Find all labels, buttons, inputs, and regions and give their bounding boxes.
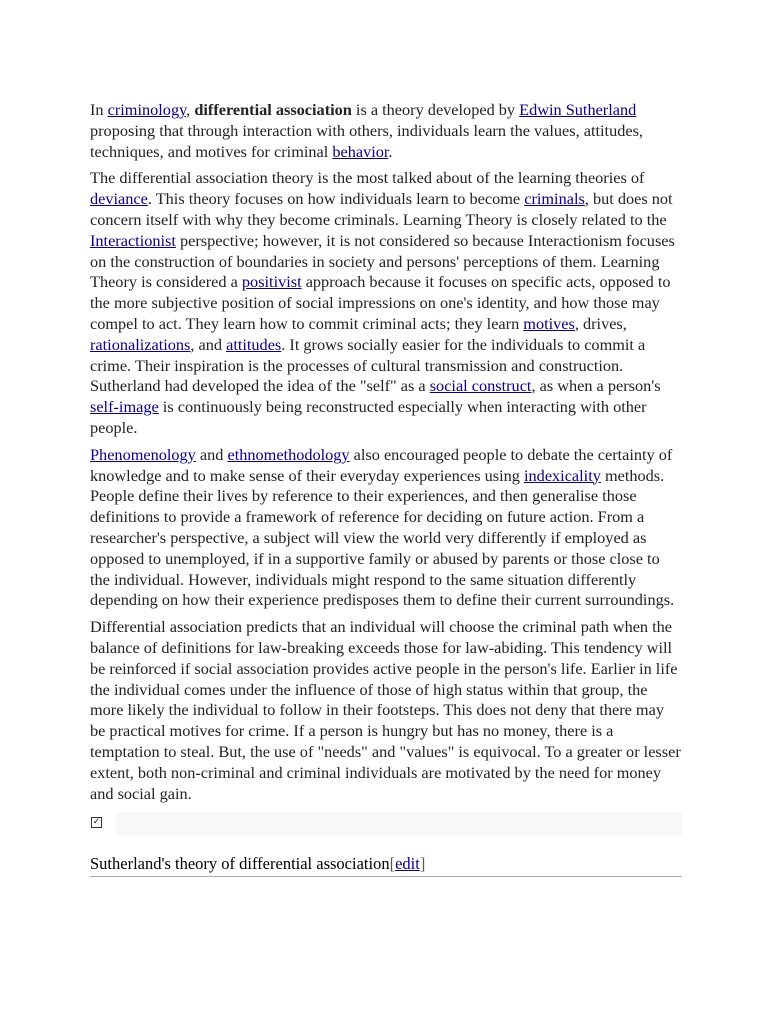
link-edwin-sutherland[interactable]: Edwin Sutherland [519,100,637,119]
edit-link[interactable]: edit [395,854,420,874]
link-deviance[interactable]: deviance [90,189,148,209]
link-social-construct[interactable]: social construct [429,376,532,396]
text: , [186,100,195,119]
link-rationalizations[interactable]: rationalizations [90,334,191,354]
paragraph-learning-theory [90,168,682,438]
text: Differential association predicts that an individual will choose the criminal path when the balance of definitions for law-breaking exceeds those for law-abiding. This tendency will be reinforced if social association provides active people in the person's life. Earlier in life the individual comes under the influence of those of high status within that group, the more likely the individual to follow in their footsteps. This does not deny that there may be practical motives for crime. If a person is hungry but has no money, there is a temptation to steal. But, the use of "needs" and "values" is equivocal. To a greater or lesser extent, both non-criminal and criminal individuals are motivated by the need for money and social gain. [90,617,681,803]
text: . [388,141,393,161]
text: . This theory focuses on how individuals learn to become [147,189,525,209]
link-behavior[interactable]: behavior [332,141,389,161]
text: , and [190,334,227,354]
text: and [195,444,228,464]
link-attitudes[interactable]: attitudes [226,334,282,354]
article-body [90,100,682,877]
section-title: Sutherland's theory of differential association [90,854,390,874]
image-placeholder [90,812,682,835]
text: is continuously being reconstructed especially when interacting with other people. [90,397,647,437]
text: is a theory developed by [351,100,520,119]
edit-bracket-close: ] [419,854,426,874]
text: proposing that through interaction with others, individuals learn the values, attitudes, techniques, and motives for criminal [90,120,643,161]
text: , as when a person's [531,376,661,396]
link-indexicality[interactable]: indexicality [524,465,601,485]
text: , drives, [574,313,627,333]
text: perspective; however, it is not considered so because Interactionism focuses on the construction of boundaries in society and persons' perceptions of them. Learning Theory is considered a [90,230,675,292]
link-ethnomethodology[interactable]: ethnomethodology [227,444,350,464]
paragraph-predictions [90,617,682,804]
text: approach because it focuses on specific acts, opposed to the more subjective position of social impressions on one's identity, and how those may compel to act. They learn how to commit criminal acts; they learn [90,272,671,333]
text: . It grows socially easier for the individuals to commit a crime. Their inspiration is the processes of cultural transmission and construction. Sutherland had developed the idea of the "self" as a [90,334,646,396]
link-criminology[interactable]: criminology [107,100,187,119]
link-phenomenology[interactable]: Phenomenology [90,444,196,464]
broken-image-icon: ✓ [92,817,101,828]
link-self-image[interactable]: self-image [90,397,159,417]
text: The differential association theory is the most talked about of the learning theories of [90,168,645,188]
link-motives[interactable]: motives [523,313,575,333]
link-interactionist[interactable]: Interactionist [90,230,176,250]
paragraph-phenomenology [90,445,682,611]
section-heading [90,853,682,877]
paragraph-intro [90,100,682,162]
edit-bracket-open: [ [389,854,396,874]
link-positivist[interactable]: positivist [241,272,302,292]
text: methods. People define their lives by reference to their experiences, and then generalise those definitions to provide a framework of reference for deciding on future action. From a researcher's perspective, a subject will view the world very differently if employed as opposed to unemployed, if in a supportive family or abused by parents or those close to the individual. However, individuals might respond to the same situation differently depending on how their experience predisposes them to define their current surroundings. [90,465,675,610]
text: , but does not concern itself with why they become criminals. Learning Theory is closely related to the [90,189,673,229]
text: also encouraged people to debate the certainty of knowledge and to make sense of their everyday experiences using [90,444,673,485]
text: In [90,100,108,119]
term-differential-association: differential association [194,100,352,119]
link-criminals[interactable]: criminals [524,189,585,209]
